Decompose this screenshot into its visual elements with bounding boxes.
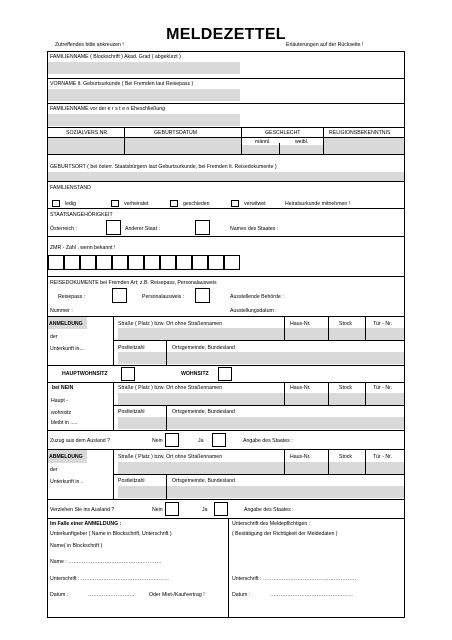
- abmeldung-heading: ABMELDUNG: [49, 454, 83, 460]
- divider: [47, 382, 405, 383]
- personalausweis-checkbox[interactable]: [195, 288, 210, 303]
- anmeldung-unterkunft: Unterkunft in....: [50, 346, 86, 352]
- ledig-checkbox[interactable]: [52, 200, 60, 207]
- footer-miet-note: Oder Miet-/Kaufvertrag !: [149, 592, 205, 598]
- geschlecht-maennl-field[interactable]: [242, 145, 279, 154]
- anmeldung-hausnr-label: Haus-Nr.: [290, 321, 311, 327]
- staatsang-label: STAATSANGEHÖRIGKEIT: [50, 212, 113, 218]
- divider: [47, 181, 405, 182]
- abmeldung-ort-label: Ortsgemeinde, Bundesland: [172, 478, 235, 484]
- hint-right: Erläuterungen auf der Rückseite !: [286, 42, 364, 48]
- anmeldung-plz-field[interactable]: [118, 352, 166, 364]
- divider: [47, 430, 405, 431]
- anderer-staat-checkbox[interactable]: [195, 220, 210, 235]
- familienname-label: FAMILIENNAME ( Blockschrift ) Akad. Grad ( abgekürzt ): [50, 54, 181, 60]
- divider: [47, 154, 405, 155]
- divider: [47, 449, 405, 450]
- maennl-label: männl.: [255, 139, 271, 145]
- divider: [47, 208, 405, 209]
- nein-ort-label: Ortsgemeinde, Bundesland: [172, 409, 235, 415]
- reisedok-label: REISEDOKUMENTE bei Fremden Art; z.B. Reisepass, Personalausweis: [50, 280, 217, 286]
- geburtsdatum-label: GEBURTSDATUM: [154, 130, 198, 136]
- anmeldung-tuer-label: Tür - Nr.: [373, 321, 393, 327]
- anmeldung-hausnr-field[interactable]: [285, 328, 328, 340]
- abmeldung-hausnr-label: Haus-Nr.: [290, 454, 311, 460]
- anmeldung-plz-label: Postleitzahl: [118, 345, 145, 351]
- verziehen-ja-label: Ja: [202, 507, 208, 513]
- abmeldung-der: der: [50, 467, 58, 473]
- divider: [47, 127, 405, 128]
- divider: [113, 474, 405, 475]
- divider: [47, 499, 405, 500]
- divider: [47, 518, 405, 519]
- divider: [47, 103, 405, 104]
- divider: [124, 127, 125, 155]
- zuzug-ja-checkbox[interactable]: [212, 433, 226, 447]
- verziehen-angabe-label: Angabe des Staates :: [244, 507, 294, 513]
- divider: [284, 317, 285, 341]
- divider: [328, 317, 329, 341]
- form-title: MELDEZETTEL: [166, 26, 286, 43]
- zuzug-nein-checkbox[interactable]: [165, 433, 179, 447]
- ledig-label: ledig: [65, 201, 76, 207]
- abmeldung-hausnr-field[interactable]: [285, 462, 328, 474]
- verziehen-nein-label: Nein: [152, 507, 163, 513]
- anmeldung-ort-field[interactable]: [167, 352, 404, 364]
- nein-wohnsitz: wohnsitz: [51, 410, 72, 416]
- nein-bleibt: bleibt in .....: [51, 420, 78, 426]
- divider: [113, 382, 114, 430]
- hauptwohnsitz-checkbox[interactable]: [121, 367, 135, 381]
- hint-left: Zutreffendes bitte ankreuzen !: [55, 42, 124, 48]
- ausstellende-label: Ausstellende Behörde :: [230, 294, 284, 300]
- nummer-label: Nummer :: [50, 308, 73, 314]
- zmr-digit-box[interactable]: [96, 255, 112, 270]
- reisepass-label: Reisepass :: [58, 294, 86, 300]
- nein-tuer-field[interactable]: [366, 393, 404, 405]
- nein-heading: bei NEIN: [52, 385, 74, 391]
- hauptwohnsitz-label: HAUPTWOHNSITZ: [62, 371, 108, 377]
- divider: [284, 382, 285, 406]
- footer-left-datum-field[interactable]: ………………………: [88, 592, 135, 598]
- divider: [241, 127, 242, 155]
- footer-left-datum-label: Datum :: [50, 592, 69, 598]
- zuzug-label: Zuzug aus dem Ausland ?: [50, 438, 110, 444]
- anmeldung-heading: ANMELDUNG: [49, 321, 83, 327]
- wohnsitz-label: WOHNSITZ: [181, 371, 209, 377]
- verheiratet-checkbox[interactable]: [111, 200, 119, 207]
- verwitwet-label: verwitwet: [244, 201, 266, 207]
- divider: [228, 518, 229, 618]
- divider: [365, 450, 366, 475]
- zuzug-angabe-label: Angabe des Staates :: [243, 438, 293, 444]
- divider: [113, 405, 405, 406]
- religion-label: RELIGIONSBEKENNTNIS: [329, 130, 391, 136]
- geburtsort-field[interactable]: [48, 172, 404, 181]
- verziehen-nein-checkbox[interactable]: [165, 502, 179, 516]
- frame-bottom: [47, 617, 405, 618]
- anmeldung-tuer-field[interactable]: [366, 328, 404, 340]
- ausstellungsdatum-label: Ausstellungsdatum :: [230, 308, 277, 314]
- oesterreich-label: Österreich :: [50, 226, 77, 232]
- nein-tuer-label: Tür - Nr.: [373, 385, 393, 391]
- nein-haupt: Haupt -: [51, 398, 69, 404]
- anmeldung-strasse-label: Straße ( Platz ) bzw. Ort ohne Straßennamen: [118, 321, 223, 327]
- zmr-digit-box[interactable]: [224, 255, 240, 270]
- verwitwet-checkbox[interactable]: [231, 200, 239, 207]
- familienname-vor-label: FAMILIENNAME vor der e r s t e n Eheschließung: [50, 106, 166, 112]
- verziehen-ja-checkbox[interactable]: [214, 502, 228, 516]
- weibl-label: weibl.: [295, 139, 309, 145]
- abmeldung-unterkunft: Unterkunft in ..: [50, 479, 84, 485]
- anmeldung-der: der: [50, 334, 58, 340]
- divider: [365, 317, 366, 341]
- zmr-digit-box[interactable]: [176, 255, 192, 270]
- zuzug-nein-label: Nein: [152, 438, 163, 444]
- anmeldung-strasse-field[interactable]: [118, 328, 284, 340]
- zmr-label: ZMR - Zahl , wenn bekannt !: [50, 245, 116, 251]
- footer-left-heading: Im Falle einer ANMELDUNG :: [50, 521, 122, 527]
- nein-strasse-field[interactable]: [118, 393, 284, 405]
- zmr-digit-box[interactable]: [208, 255, 224, 270]
- sozialvers-label: SOZIALVERS.NR.: [66, 130, 109, 136]
- divider: [47, 365, 405, 366]
- abmeldung-stock-field[interactable]: [329, 462, 365, 474]
- divider: [328, 450, 329, 475]
- divider: [166, 340, 167, 365]
- divider: [47, 78, 405, 79]
- geschlecht-weibl-field[interactable]: [280, 145, 323, 154]
- footer-right-datum-label: Datum :: [232, 592, 251, 598]
- nein-plz-label: Postleitzahl: [118, 409, 145, 415]
- divider: [47, 316, 405, 317]
- zmr-digit-box[interactable]: [80, 255, 96, 270]
- divider: [365, 382, 366, 406]
- footer-left-line1: Unterkunftgeber ( Name in Blockschrift, Unterschrift ): [50, 531, 172, 537]
- abmeldung-plz-field[interactable]: [118, 486, 166, 498]
- geschieden-checkbox[interactable]: [170, 200, 178, 207]
- anmeldung-stock-field[interactable]: [329, 328, 365, 340]
- familienname-vor-field[interactable]: [48, 114, 240, 126]
- zmr-digit-box[interactable]: [112, 255, 128, 270]
- geschlecht-label: GESCHLECHT: [265, 130, 301, 136]
- nein-plz-field[interactable]: [118, 417, 166, 429]
- zmr-digit-box[interactable]: [64, 255, 80, 270]
- familienstand-label: FAMILIENSTAND: [50, 185, 91, 191]
- abmeldung-strasse-label: Straße ( Platz ) bzw. Ort ohne Straßennamen: [118, 454, 223, 460]
- footer-name-field[interactable]: Name : ………………………………………………: [50, 559, 162, 565]
- abmeldung-plz-label: Postleitzahl: [118, 478, 145, 484]
- anmeldung-ort-label: Ortsgemeinde, Bundesland: [172, 345, 235, 351]
- geburtsdatum-field[interactable]: [125, 138, 241, 154]
- nein-strasse-label: Straße ( Platz ) bzw. Ort ohne Straßennamen: [118, 385, 223, 391]
- divider: [328, 382, 329, 406]
- abmeldung-tuer-label: Tür - Nr.: [373, 454, 393, 460]
- familienname-field[interactable]: [48, 62, 240, 74]
- abmeldung-stock-label: Stock: [339, 454, 352, 460]
- divider: [323, 127, 324, 155]
- abmeldung-strasse-field[interactable]: [118, 462, 284, 474]
- heiratsurkunde-note: Heiratsurkunde mitnehmen !: [285, 201, 351, 207]
- nein-hausnr-label: Haus-Nr.: [290, 385, 311, 391]
- divider: [166, 405, 167, 430]
- sozialvers-field[interactable]: [48, 138, 124, 154]
- oesterreich-checkbox[interactable]: [106, 220, 121, 235]
- footer-left-unterschrift-field[interactable]: Unterschrift : ……………………………………………: [50, 576, 170, 582]
- footer-right-line2: ( Bestätigung der Richtigkeit der Meldedaten ): [232, 531, 338, 537]
- frame-top: [47, 51, 405, 52]
- geschieden-label: geschieden: [183, 201, 210, 207]
- divider: [113, 340, 405, 341]
- footer-right-unterschrift-field[interactable]: Unterschrift : ………………………………………………: [232, 576, 357, 582]
- anmeldung-stock-label: Stock: [339, 321, 352, 327]
- zmr-digit-box[interactable]: [192, 255, 208, 270]
- anderer-staat-label: Anderer Staat :: [125, 226, 160, 232]
- zmr-digit-box[interactable]: [128, 255, 144, 270]
- zmr-digit-box[interactable]: [144, 255, 160, 270]
- vorname-field[interactable]: [48, 89, 240, 101]
- geburtsort-label: GEBURTSORT ( bei österr. Staatsbürgern laut Geburtsurkunde, bei Fremden lt. Reisedokumente ): [50, 164, 277, 170]
- abmeldung-ort-field[interactable]: [167, 486, 404, 498]
- divider: [47, 276, 405, 277]
- abmeldung-tuer-field[interactable]: [366, 462, 404, 474]
- zuzug-ja-label: Ja: [198, 438, 204, 444]
- divider: [47, 236, 405, 237]
- footer-right-line1: Unterschrift des Meldepflichtigen :: [232, 521, 311, 527]
- vorname-label: VORNAME lt. Geburtsurkunde ( Bei Fremden laut Reisepass ): [50, 81, 194, 87]
- divider: [113, 317, 114, 365]
- zmr-digit-box[interactable]: [48, 255, 64, 270]
- zmr-digit-box[interactable]: [160, 255, 176, 270]
- divider: [284, 450, 285, 475]
- footer-left-line2: Name( in Blockschrift ): [50, 543, 103, 549]
- reisepass-checkbox[interactable]: [112, 288, 127, 303]
- nein-ort-field[interactable]: [167, 417, 404, 429]
- verheiratet-label: verheiratet: [124, 201, 149, 207]
- religion-field[interactable]: [324, 138, 404, 154]
- nein-stock-label: Stock: [339, 385, 352, 391]
- verziehen-label: Verziehen Sie ins Ausland ?: [50, 507, 115, 513]
- divider: [166, 474, 167, 499]
- personalausweis-label: Personalausweis :: [142, 294, 185, 300]
- name-staates-label: Names des Staates :: [230, 226, 279, 232]
- footer-right-datum-field[interactable]: …………………………………………: [270, 592, 353, 598]
- wohnsitz-checkbox[interactable]: [218, 367, 232, 381]
- nein-stock-field[interactable]: [329, 393, 365, 405]
- nein-hausnr-field[interactable]: [285, 393, 328, 405]
